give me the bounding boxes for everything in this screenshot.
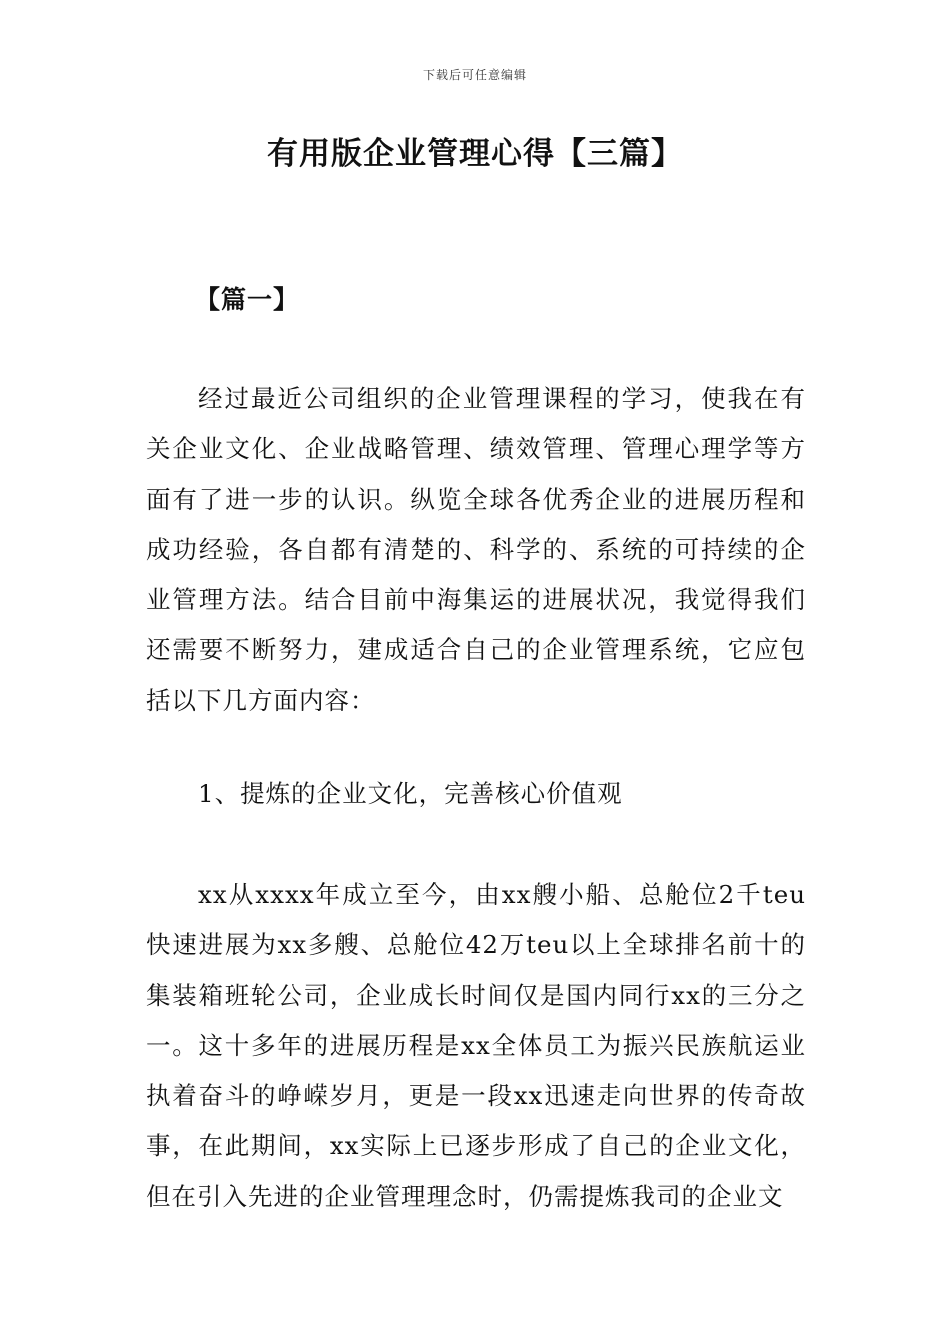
- body-paragraph-1: 经过最近公司组织的企业管理课程的学习，使我在有关企业文化、企业战略管理、绩效管理、管理心理学等方面有了进一步的认识。纵览全球各优秀企业的进展历程和成功经验，各自都有清楚的、科学的、系统的可持续的企业管理方法。结合目前中海集运的进展状况，我觉得我们还需要不断努力，建成适合自己的企业管理系统，它应包括以下几方面内容：: [146, 384, 806, 715]
- section-label: 【篇一】: [195, 285, 300, 314]
- subheading-1: 1、提炼的企业文化，完善核心价值观: [198, 779, 623, 808]
- body-paragraph-2: xx从xxxx年成立至今，由xx艘小船、总舱位2千teu快速进展为xx多艘、总舱位42万teu以上全球排名前十的集装箱班轮公司，企业成长时间仅是国内同行xx的三分之一。这十多年的进展历程是xx全体员工为振兴民族航运业执着奋斗的峥嵘岁月，更是一段xx迅速走向世界的传奇故事，在此期间，xx实际上已逐步形成了自己的企业文化，但在引入先进的企业管理理念时，仍需提炼我司的企业文: [146, 880, 806, 1211]
- document-title: 有用版企业管理心得【三篇】: [267, 136, 683, 172]
- header-note: 下载后可任意编辑: [422, 68, 527, 82]
